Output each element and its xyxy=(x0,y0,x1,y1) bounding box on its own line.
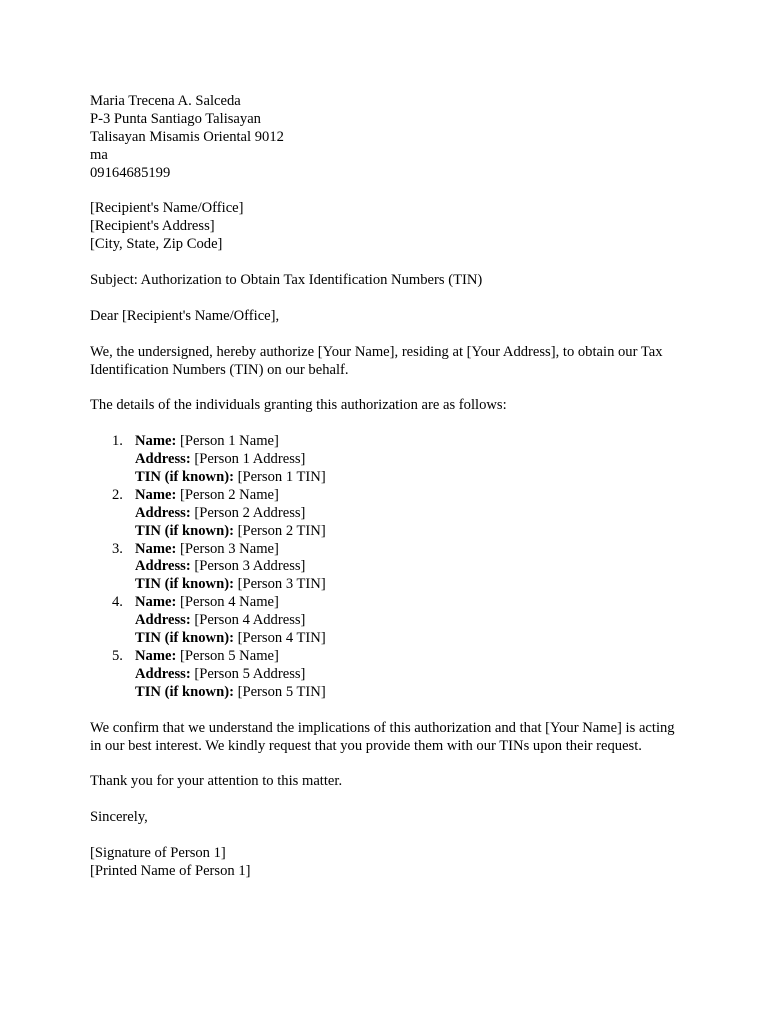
salutation: Dear [Recipient's Name/Office], xyxy=(90,307,280,324)
signature-line: [Signature of Person 1] xyxy=(90,844,226,861)
address-label: Address: xyxy=(135,504,191,521)
person-name: [Person 1 Name] xyxy=(180,433,279,450)
recipient-name: [Recipient's Name/Office] xyxy=(90,200,244,217)
list-number: 2. xyxy=(112,486,123,503)
person-tin-line xyxy=(135,523,680,541)
name-label: Name: xyxy=(135,486,177,503)
person-address: [Person 4 Address] xyxy=(194,612,306,629)
person-tin: [Person 1 TIN] xyxy=(237,468,326,485)
name-label: Name: xyxy=(135,433,177,450)
person-name: [Person 2 Name] xyxy=(180,486,279,503)
address-label: Address: xyxy=(135,665,191,682)
letter-page xyxy=(90,93,680,899)
intro-paragraph: We, the undersigned, hereby authorize [Your Name], residing at [Your Address], to obtain our Tax Identification Numbers (TIN) on our behalf. xyxy=(90,343,663,378)
person-tin: [Person 3 TIN] xyxy=(237,576,326,593)
sender-name: Maria Trecena A. Salceda xyxy=(90,93,241,109)
list-item xyxy=(90,487,680,541)
signature-block xyxy=(90,845,680,881)
person-address-line xyxy=(135,612,680,630)
name-label: Name: xyxy=(135,648,177,664)
person-address: [Person 5 Address] xyxy=(194,665,306,682)
list-item xyxy=(90,433,680,487)
address-label: Address: xyxy=(135,451,191,468)
sender-address-line1: P-3 Punta Santiago Talisayan xyxy=(90,110,261,127)
person-tin-line xyxy=(135,684,680,702)
sender-line4: ma xyxy=(90,146,108,163)
recipient-block xyxy=(90,200,680,254)
person-tin: [Person 4 TIN] xyxy=(237,630,326,647)
person-address-line xyxy=(135,558,680,576)
subject-line: Subject: Authorization to Obtain Tax Identification Numbers (TIN) xyxy=(90,272,483,289)
details-intro: The details of the individuals granting this authorization are as follows: xyxy=(90,397,507,414)
person-name-line xyxy=(135,541,680,559)
name-label: Name: xyxy=(135,594,177,611)
confirmation-paragraph: We confirm that we understand the implications of this authorization and that [Your Name] is acting in our best interest. We kindly request that you provide them with our TINs upon their request. xyxy=(90,719,675,754)
person-name: [Person 5 Name] xyxy=(180,648,279,664)
tin-label: TIN (if known): xyxy=(135,468,234,485)
list-item xyxy=(90,541,680,595)
thanks-line: Thank you for your attention to this matter. xyxy=(90,773,343,790)
address-label: Address: xyxy=(135,558,191,575)
person-address-line xyxy=(135,666,680,684)
person-address-line xyxy=(135,451,680,469)
list-number: 3. xyxy=(112,540,123,557)
person-tin: [Person 2 TIN] xyxy=(237,522,326,539)
person-name-line xyxy=(135,487,680,505)
recipient-address: [Recipient's Address] xyxy=(90,218,215,235)
person-tin-line xyxy=(135,469,680,487)
person-tin-line xyxy=(135,630,680,648)
person-address: [Person 3 Address] xyxy=(194,558,306,575)
tin-label: TIN (if known): xyxy=(135,522,234,539)
list-number: 4. xyxy=(112,594,123,611)
person-name: [Person 3 Name] xyxy=(180,540,279,557)
list-number: 5. xyxy=(112,648,123,664)
name-label: Name: xyxy=(135,540,177,557)
sender-phone: 09164685199 xyxy=(90,164,171,181)
closing-line: Sincerely, xyxy=(90,809,148,826)
person-tin: [Person 5 TIN] xyxy=(237,683,326,700)
sender-block xyxy=(90,93,680,183)
tin-label: TIN (if known): xyxy=(135,630,234,647)
list-number: 1. xyxy=(112,433,123,450)
person-address: [Person 1 Address] xyxy=(194,451,306,468)
person-name-line xyxy=(135,594,680,612)
person-name-line xyxy=(135,433,680,451)
person-name-line xyxy=(135,648,680,666)
tin-label: TIN (if known): xyxy=(135,576,234,593)
list-item xyxy=(90,594,680,648)
sender-address-line2: Talisayan Misamis Oriental 9012 xyxy=(90,128,284,145)
people-list xyxy=(90,433,680,702)
person-address: [Person 2 Address] xyxy=(194,504,306,521)
person-name: [Person 4 Name] xyxy=(180,594,279,611)
recipient-city: [City, State, Zip Code] xyxy=(90,236,223,253)
printed-name-line: [Printed Name of Person 1] xyxy=(90,862,251,879)
person-tin-line xyxy=(135,576,680,594)
address-label: Address: xyxy=(135,612,191,629)
tin-label: TIN (if known): xyxy=(135,683,234,700)
person-address-line xyxy=(135,505,680,523)
list-item xyxy=(90,648,680,702)
